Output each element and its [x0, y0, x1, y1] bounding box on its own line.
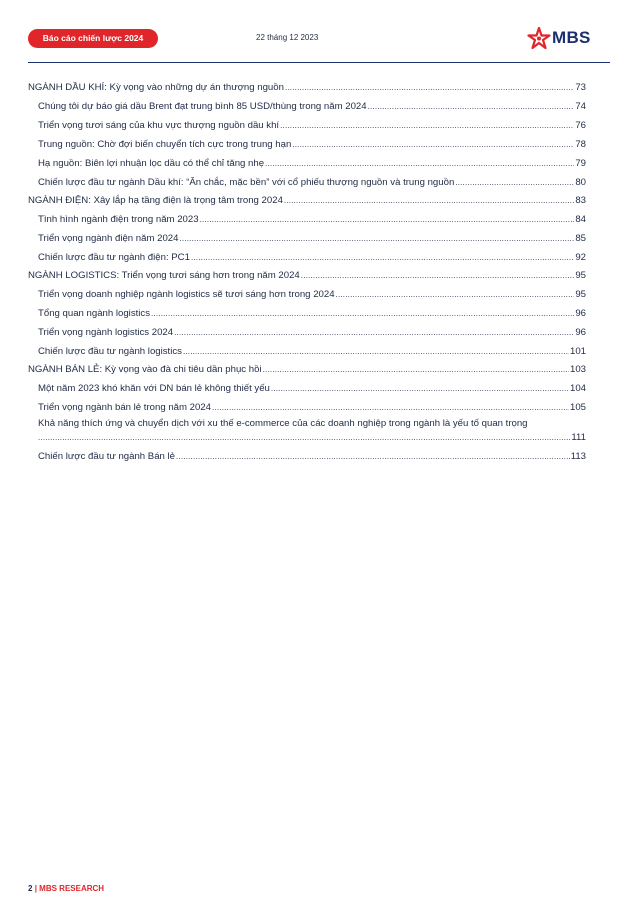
toc-entry-title: Tổng quan ngành logistics [38, 308, 151, 319]
toc-leader-dots [212, 402, 569, 414]
table-of-contents [28, 76, 586, 463]
report-label-badge: Báo cáo chiến lược 2024 [28, 29, 158, 48]
toc-entry-wrapped[interactable] [28, 414, 586, 444]
toc-leader-dots [38, 432, 571, 444]
toc-subsection-entry[interactable] [28, 282, 586, 301]
toc-leader-dots [151, 308, 574, 320]
toc-subsection-entry[interactable] [28, 207, 586, 226]
toc-leader-dots [336, 289, 575, 301]
mbs-star-icon [527, 27, 551, 51]
toc-entry-title: NGÀNH ĐIỆN: Xây lắp hạ tầng điện là trọng tâm trong 2024 [28, 195, 283, 206]
toc-page-number: 103 [569, 364, 586, 375]
toc-page-number: 79 [575, 158, 586, 169]
toc-section-entry[interactable] [28, 358, 586, 376]
toc-leader-dots [179, 233, 574, 245]
toc-section-entry[interactable] [28, 264, 586, 282]
toc-subsection-entry[interactable] [28, 226, 586, 245]
page-header [0, 0, 638, 64]
toc-entry-title: Chiến lược đầu tư ngành Bán lẻ [38, 451, 176, 462]
page-number: 2 [28, 884, 33, 893]
toc-entry-title: NGÀNH BÁN LẺ: Kỳ vọng vào đà chi tiêu dần phục hồi [28, 364, 262, 375]
toc-leader-dots [265, 158, 574, 170]
toc-leader-dots [174, 327, 574, 339]
mbs-logo [527, 26, 607, 52]
toc-leader-dots [368, 101, 575, 113]
toc-leader-dots [280, 120, 574, 132]
toc-leader-dots [271, 383, 569, 395]
toc-entry-title: Trung nguồn: Chờ đợi biến chuyển tích cực trong trung hạn [38, 139, 292, 150]
toc-leader-dots [284, 195, 574, 207]
toc-leader-dots [285, 82, 574, 94]
toc-page-number: 105 [569, 402, 586, 413]
toc-subsection-entry[interactable] [28, 320, 586, 339]
toc-leader-dots [200, 214, 575, 226]
toc-entry-title: Triển vọng ngành điện năm 2024 [38, 233, 179, 244]
toc-subsection-entry[interactable] [28, 170, 586, 189]
footer-brand: MBS RESEARCH [39, 884, 105, 893]
toc-leader-dots [183, 346, 569, 358]
toc-leader-dots [455, 177, 574, 189]
toc-entry-title: Một năm 2023 khó khăn với DN bán lẻ không thiết yếu [38, 383, 270, 394]
toc-subsection-entry[interactable] [28, 151, 586, 170]
toc-entry-title: NGÀNH DẦU KHÍ: Kỳ vọng vào những dự án thượng nguồn [28, 82, 284, 93]
toc-page-number: 101 [569, 346, 586, 357]
toc-leader-dots [301, 270, 575, 282]
toc-page-number: 113 [570, 451, 586, 462]
toc-entry-title: Khả năng thích ứng và chuyển dịch với xu thế e-commerce của các doanh nghiệp trong ngành là yếu tố quan trọng [38, 418, 528, 429]
toc-page-number: 76 [575, 120, 586, 131]
toc-page-number: 85 [575, 233, 586, 244]
toc-subsection-entry[interactable] [28, 339, 586, 358]
toc-section-entry[interactable] [28, 76, 586, 94]
toc-entry-title: Chúng tôi dự báo giá dầu Brent đạt trung bình 85 USD/thùng trong năm 2024 [38, 101, 367, 112]
toc-entry-title: Chiến lược đầu tư ngành điện: PC1 [38, 252, 190, 263]
toc-subsection-entry[interactable] [28, 245, 586, 264]
toc-page-number: 78 [575, 139, 586, 150]
toc-page-number: 73 [575, 82, 586, 93]
report-date: 22 tháng 12 2023 [256, 33, 319, 42]
toc-page-number: 95 [575, 289, 586, 300]
toc-page-number: 84 [575, 214, 586, 225]
toc-page-number: 95 [575, 270, 586, 281]
toc-entry-title: Triển vọng tươi sáng của khu vực thượng nguồn dầu khí [38, 120, 280, 131]
toc-subsection-entry[interactable] [28, 94, 586, 113]
footer-separator: | [34, 884, 37, 893]
toc-page-number: 83 [575, 195, 586, 206]
page-footer [28, 884, 104, 893]
toc-leader-dots [292, 139, 574, 151]
toc-subsection-entry[interactable] [28, 395, 586, 414]
header-divider [28, 62, 610, 63]
toc-entry-title: Triển vọng ngành logistics 2024 [38, 327, 174, 338]
toc-leader-dots [191, 252, 574, 264]
toc-page-number: 96 [575, 327, 586, 338]
toc-entry-title: NGÀNH LOGISTICS: Triển vọng tươi sáng hơn trong năm 2024 [28, 270, 300, 281]
toc-leader-dots [263, 364, 569, 376]
toc-page-number: 111 [571, 432, 586, 443]
toc-page-number: 104 [569, 383, 586, 394]
toc-page-number: 74 [575, 101, 586, 112]
toc-leader-dots [176, 451, 570, 463]
toc-subsection-entry[interactable] [28, 444, 586, 463]
toc-subsection-entry[interactable] [28, 301, 586, 320]
toc-section-entry[interactable] [28, 189, 586, 207]
toc-subsection-entry[interactable] [28, 113, 586, 132]
toc-entry-title: Chiến lược đầu tư ngành Dầu khí: “Ăn chắc, mặc bền” với cổ phiếu thượng nguồn và trung nguồn [38, 177, 455, 188]
toc-entry-title: Triển vọng doanh nghiệp ngành logistics sẽ tươi sáng hơn trong 2024 [38, 289, 335, 300]
toc-subsection-entry[interactable] [28, 132, 586, 151]
toc-page-number: 92 [575, 252, 586, 263]
toc-page-number: 96 [575, 308, 586, 319]
toc-entry-title: Tình hình ngành điện trong năm 2023 [38, 214, 199, 225]
toc-subsection-entry[interactable] [28, 376, 586, 395]
toc-entry-title: Triển vọng ngành bán lẻ trong năm 2024 [38, 402, 211, 413]
toc-page-number: 80 [575, 177, 586, 188]
toc-entry-title: Chiến lược đầu tư ngành logistics [38, 346, 182, 357]
logo-text: MBS [552, 28, 591, 47]
toc-entry-title: Hạ nguồn: Biên lợi nhuận lọc dầu có thể chỉ tăng nhẹ [38, 158, 265, 169]
